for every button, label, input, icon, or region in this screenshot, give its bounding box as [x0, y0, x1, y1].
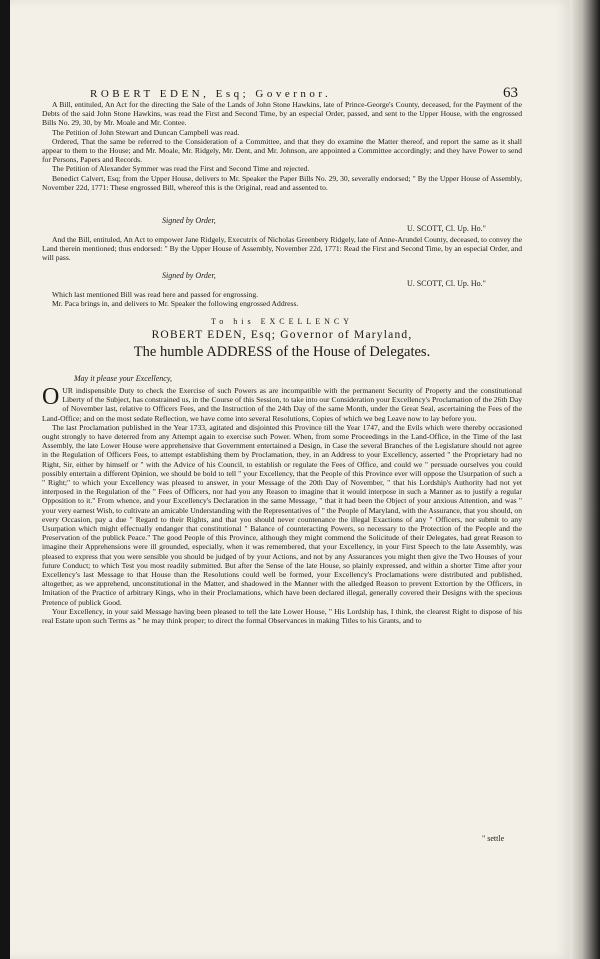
running-title: ROBERT EDEN, Esq; Governor.	[90, 88, 332, 100]
address-title: The humble ADDRESS of the House of Delegates.	[133, 344, 431, 360]
paragraph: Which last mentioned Bill was read here and passed for engrossing.	[52, 290, 259, 299]
paragraph: Mr. Paca brings in, and delivers to Mr. Speaker the following engrossed Address.	[52, 299, 299, 309]
page-edge-shadow	[570, 0, 600, 959]
closing-section	[42, 290, 522, 308]
paragraph	[42, 386, 522, 423]
drop-cap: O	[42, 384, 60, 410]
paragraph: The Petition of John Stewart and Duncan Campbell was read.	[52, 127, 240, 137]
address-to-line: To his EXCELLENCY	[210, 317, 354, 326]
signature-clerk: U. SCOTT, Cl. Up. Ho."	[407, 279, 486, 288]
bill-section	[42, 235, 522, 263]
signature-clerk: U. SCOTT, Cl. Up. Ho."	[407, 224, 486, 233]
address-body	[42, 386, 522, 625]
page-number: 63	[503, 85, 518, 101]
paragraph: A Bill, entituled, An Act for the directing the Sale of the Lands of John Stone Hawkins, late of Prince-George's County, deceased, for the Payment of the Debts of the said John Stone Hawkins, was read the First and Second Time, by an especial Order, passed, and sent to the Upper House, with the engrossed Bills No. 29, 30, by Mr. Moale and Mr. Contee.	[42, 100, 522, 128]
paragraph: The Petition of Alexander Symmer was read the First and Second Time and rejected.	[52, 164, 310, 174]
signature-by-order: Signed by Order,	[162, 271, 216, 280]
paragraph: The last Proclamation published in the Year 1733, agitated and disjointed this Province till the Year 1747, and the Evils which were thereby occasioned ought strongly to have deterred from any Attempt again to exercise such Power. When, from some Proceedings in the Land-Office, in the Time of the last Assembly, the late Lower House were apprehensive that Government entertained a Design, in Case the several Branches of the Legislature should not agree in the Regulation of Officers Fees, to attempt establishing them by Proclamation, they, in an Address to your Excellency, asserted " the Proprietary had no Right, Sir, either by himself or " with the Advice of his Council, to establish or regulate the Fees of Office, and could we " persuade ourselves you could possibly entertain a different Opinion, we should be bold to tell " your Excellency, that the People of this Province ever will oppose the Usurpation of such a " Right;" to which your Excellency was pleased to answer, in your Message of the 20th Day of November, " that his Lordship's Authority had not yet interposed in the Regulation of the " Fees of Officers, nor had you any Reason to imagine that it would interpose in such a Manner as to justify a regular Opposition to it." From whence, and your Excellency's Declaration in the same Message, " that it had been the Object of your anxious Attention, and was " your very earnest Wish, to cultivate an amicable Understanding with the Representatives of " the People of Maryland, with the Assurance, that you should, on every Occasion, pay a due " Regard to their Rights, and that you should never countenance the illegal Exactions of any " Officers, nor submit to any Usurpation which might effectually endanger that constitutional " Balance of counteracting Powers, so necessary to the Protection of the People and the Preservation of the publick Peace." The good People of this Province, although they might commend the Solicitude of their Delegates, had great Reason to imagine their Apprehensions were ill grounded, especially, when it was remembered, that your Excellency, in your First Speech to the late Assembly, was pleased to express that you were sensible you should be judged of by your Actions, and not by any Assurances you might then give the Two Houses of your future Conduct; to which Test you most readily submitted. But after the Sense of the late House, so plainly expressed, and within a shorter Time after your Excellency's last Message to that House than the Resolutions could well be formed, your Excellency's Proclamations were distributed and published, altogether, as we apprehend, unconstitutional in the Matter, and shadowed in the Manner with the alledged Reason to prevent Extortion by the Officers, in Imitation of the Practice of arbitrary Kings, who in their Proclamations, which have been declared illegal, generally covered their Designs with the specious Pretence of publick Good.	[42, 422, 522, 607]
intro-section	[42, 100, 522, 192]
paragraph: Benedict Calvert, Esq; from the Upper House, delivers to Mr. Speaker the Paper Bills No. 29, 30, severally endorsed; " By the Upper House of Assembly, November 22d, 1771: These engrossed Bill, whereof this is the Original, read and assented to.	[42, 173, 522, 192]
paragraph-text: UR indispensible Duty to check the Exercise of such Powers as are incompatible with the permanent Security of Property and the constitutional Liberty of the Subject, has constrained us, in the Course of this Session, to take into our Consideration your Excellency's Proclamation of the 26th Day of November last, relative to Officers Fees, and the Instruction of the 24th Day of the same Month, under the Great Seal, ascertaining the Fees of the Land-Office; and on the most sedate Reflection, we have come into several Resolutions, Copies of which we beg Leave now to lay before you.	[42, 386, 522, 423]
address-governor-line: ROBERT EDEN, Esq; Governor of Maryland,	[151, 329, 413, 341]
paragraph: And the Bill, entituled, An Act to empower Jane Ridgely, Executrix of Nicholas Greenbery Ridgely, late of Anne-Arundel County, deceased, to convey the Land therein mentioned; thus endorsed: " By the Upper House of Assembly, November 22d, 1771: Read the First and Second Time, by an especial Order, and will pass.	[42, 235, 522, 263]
paragraph: Ordered, That the same be referred to the Consideration of a Committee, and that they do examine the Matter thereof, and report the same as it shall appear to them to the House; and Mr. Moale, Mr. Ridgely, Mr. Dent, and Mr. Johnson, are appointed a Committee accordingly; and they have Power to send for Persons, Papers and Records.	[42, 136, 522, 165]
paragraph: Your Excellency, in your said Message having been pleased to tell the late Lower House, " His Lordship has, I think, the clearest Right to dispose of his real Estate upon such Terms as " he may think proper; to direct the formal Observances in making Titles to his Grants, and to	[42, 606, 522, 626]
signature-by-order: Signed by Order,	[162, 216, 216, 225]
catchword: " settle	[482, 834, 505, 843]
salutation: May it please your Excellency,	[74, 374, 172, 383]
